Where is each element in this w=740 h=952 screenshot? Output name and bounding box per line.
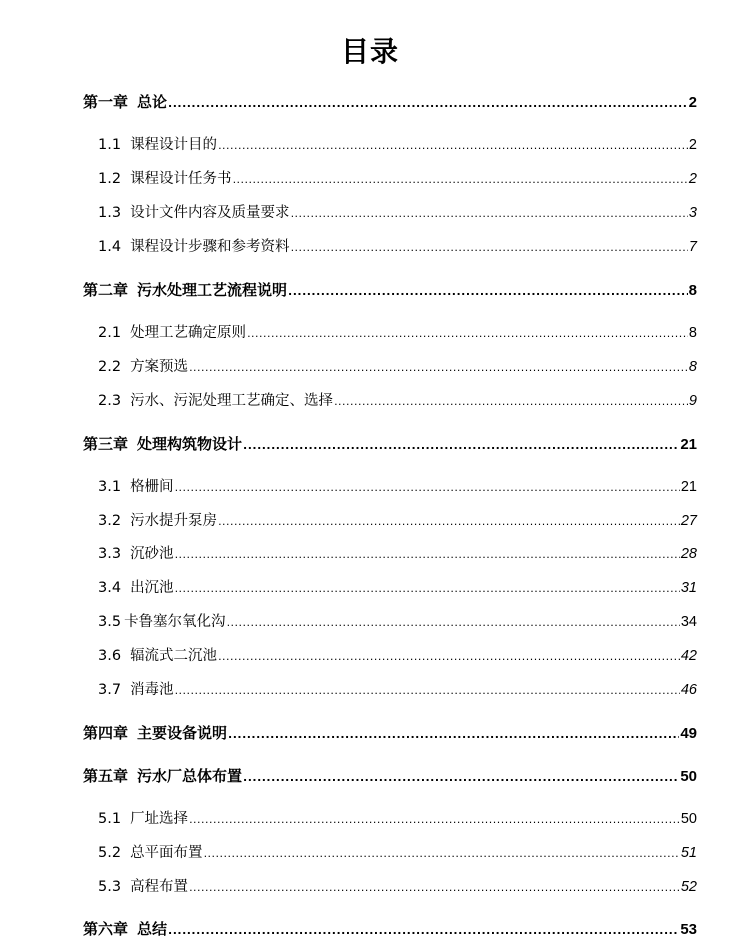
toc-entry-page-number: 8 — [688, 282, 697, 299]
toc-entry-number: 3.4 — [98, 580, 122, 596]
toc-leader-dots — [243, 766, 679, 790]
toc-entry-page-number: 31 — [680, 580, 697, 596]
toc-entry-page-number: 8 — [688, 325, 697, 341]
toc-section-entry[interactable] — [98, 841, 697, 865]
toc-entry-number: 第六章 — [83, 920, 129, 938]
toc-leader-dots — [218, 134, 688, 158]
toc-leader-dots — [228, 723, 679, 747]
toc-chapter-entry[interactable] — [83, 90, 697, 114]
toc-entry-number: 3.3 — [98, 546, 122, 562]
toc-entry-number: 第一章 — [83, 93, 129, 111]
toc-leader-dots — [168, 92, 688, 116]
toc-entry-page-number: 2 — [688, 94, 697, 111]
toc-section-entry[interactable] — [98, 235, 697, 259]
toc-section-entry[interactable] — [98, 610, 697, 634]
toc-section-entry[interactable] — [98, 875, 697, 899]
toc-section-entry[interactable] — [98, 167, 697, 191]
toc-entry-title: 沉砂池 — [130, 546, 174, 562]
toc-entry-number: 1.3 — [98, 205, 122, 221]
toc-entry-number: 2.1 — [98, 325, 122, 341]
toc-entry-page-number: 9 — [688, 393, 697, 409]
toc-leader-dots — [288, 280, 688, 304]
toc-leader-dots — [175, 543, 680, 567]
toc-section-entry[interactable] — [98, 644, 697, 668]
toc-section-entry[interactable] — [98, 475, 697, 499]
toc-entry-number: 3.5 — [98, 614, 122, 630]
toc-leader-dots — [189, 808, 680, 832]
toc-entry-title: 设计文件内容及质量要求 — [130, 205, 290, 221]
toc-entry-page-number: 27 — [680, 513, 697, 529]
toc-entry-number: 5.2 — [98, 845, 122, 861]
toc-section-entry[interactable] — [98, 678, 697, 702]
toc-entry-title: 处理构筑物设计 — [137, 435, 243, 453]
toc-entry-page-number: 46 — [680, 682, 697, 698]
toc-chapter-entry[interactable] — [83, 917, 697, 941]
toc-chapter-entry[interactable] — [83, 764, 697, 788]
toc-entry-page-number: 34 — [680, 614, 697, 630]
toc-entry-title: 污水处理工艺流程说明 — [137, 281, 288, 299]
toc-entry-number: 第五章 — [83, 767, 129, 785]
toc-entry-page-number: 3 — [688, 205, 697, 221]
toc-section-entry[interactable] — [98, 201, 697, 225]
toc-leader-dots — [291, 236, 688, 260]
toc-entry-page-number: 28 — [680, 546, 697, 562]
toc-chapter-entry[interactable] — [83, 721, 697, 745]
toc-section-entry[interactable] — [98, 509, 697, 533]
toc-entry-number: 1.4 — [98, 239, 122, 255]
toc-leader-dots — [291, 202, 688, 226]
toc-leader-dots — [204, 842, 680, 866]
toc-entry-title: 污水提升泵房 — [130, 513, 218, 529]
toc-entry-title: 高程布置 — [130, 879, 189, 895]
toc-entry-number: 第三章 — [83, 435, 129, 453]
toc-leader-dots — [175, 476, 680, 500]
toc-entry-page-number: 52 — [680, 879, 697, 895]
toc-entry-page-number: 21 — [680, 436, 697, 453]
toc-section-entry[interactable] — [98, 133, 697, 157]
toc-entry-number: 第四章 — [83, 724, 129, 742]
toc-entry-number: 5.1 — [98, 811, 122, 827]
toc-section-entry[interactable] — [98, 542, 697, 566]
toc-section-entry[interactable] — [98, 389, 697, 413]
toc-entry-title: 辐流式二沉池 — [130, 648, 218, 664]
toc-entry-number: 3.2 — [98, 513, 122, 529]
toc-leader-dots — [247, 322, 688, 346]
toc-entry-number: 2.3 — [98, 393, 122, 409]
toc-leader-dots — [334, 390, 688, 414]
toc-chapter-entry[interactable] — [83, 432, 697, 456]
toc-leader-dots — [218, 510, 680, 534]
toc-leader-dots — [233, 168, 688, 192]
toc-entry-title: 课程设计目的 — [130, 137, 218, 153]
toc-entry-title: 处理工艺确定原则 — [130, 325, 247, 341]
toc-entry-title: 课程设计步骤和参考资料 — [130, 239, 290, 255]
toc-leader-dots — [218, 645, 680, 669]
toc-entry-number: 2.2 — [98, 359, 122, 375]
toc-entry-title: 格栅间 — [130, 479, 174, 495]
toc-entry-page-number: 2 — [688, 171, 697, 187]
toc-entry-number: 5.3 — [98, 879, 122, 895]
toc-entry-page-number: 50 — [680, 768, 697, 785]
toc-entry-page-number: 53 — [680, 921, 697, 938]
toc-leader-dots — [227, 611, 680, 635]
toc-entry-title: 出沉池 — [130, 580, 174, 596]
toc-entry-number: 第二章 — [83, 281, 129, 299]
toc-entry-title: 污水厂总体布置 — [137, 767, 243, 785]
toc-leader-dots — [175, 577, 680, 601]
toc-entry-title: 主要设备说明 — [137, 724, 228, 742]
toc-entry-number: 3.7 — [98, 682, 122, 698]
toc-entry-page-number: 7 — [688, 239, 697, 255]
toc-entry-page-number: 8 — [688, 359, 697, 375]
toc-entry-number: 3.1 — [98, 479, 122, 495]
page-title: 目录 — [340, 35, 399, 68]
toc-entry-page-number: 51 — [680, 845, 697, 861]
toc-entry-title: 方案预选 — [130, 359, 189, 375]
toc-leader-dots — [189, 356, 688, 380]
toc-entry-page-number: 49 — [680, 725, 697, 742]
toc-entry-title: 课程设计任务书 — [130, 171, 232, 187]
toc-entry-title: 污水、污泥处理工艺确定、选择 — [130, 393, 334, 409]
toc-leader-dots — [168, 919, 679, 943]
toc-entry-page-number: 2 — [688, 137, 697, 153]
toc-leader-dots — [243, 434, 679, 458]
toc-entry-title: 总论 — [137, 93, 168, 111]
toc-chapter-entry[interactable] — [83, 278, 697, 302]
toc-section-entry[interactable] — [98, 576, 697, 600]
toc-leader-dots — [175, 679, 680, 703]
toc-section-entry[interactable] — [98, 355, 697, 379]
toc-entry-number: 3.6 — [98, 648, 122, 664]
toc-entry-number: 1.1 — [98, 137, 122, 153]
toc-entry-title: 总平面布置 — [130, 845, 203, 861]
toc-section-entry[interactable] — [98, 321, 697, 345]
toc-entry-page-number: 50 — [680, 811, 697, 827]
toc-entry-page-number: 42 — [680, 648, 697, 664]
toc-section-entry[interactable] — [98, 807, 697, 831]
toc-entry-title: 厂址选择 — [130, 811, 189, 827]
toc-entry-number: 1.2 — [98, 171, 122, 187]
toc-entry-page-number: 21 — [680, 479, 697, 495]
toc-entry-title: 总结 — [137, 920, 168, 938]
toc-entry-title: 消毒池 — [130, 682, 174, 698]
toc-entry-title: 卡鲁塞尔氧化沟 — [124, 614, 226, 630]
toc-leader-dots — [189, 876, 680, 900]
